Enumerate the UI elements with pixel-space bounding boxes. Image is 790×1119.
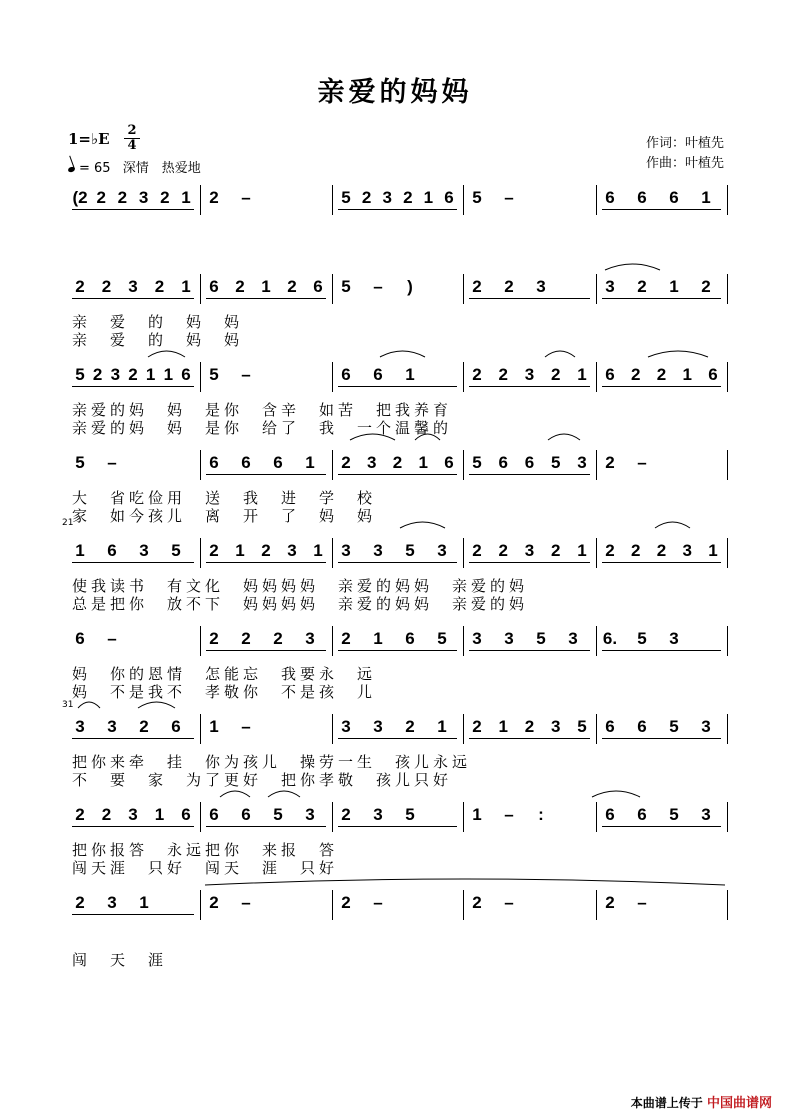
jianpu-note: 3 xyxy=(75,717,85,736)
beam-underline xyxy=(469,386,590,387)
jianpu-note: 1 xyxy=(139,893,149,912)
jianpu-note: 5 xyxy=(75,365,85,384)
jianpu-note: 2 xyxy=(498,365,508,384)
jianpu-note: 2 xyxy=(117,188,128,207)
lyric-line: 把你来牵 挂 你为孩儿 操劳一生 孩儿永远 xyxy=(72,753,472,771)
jianpu-note: 3 xyxy=(367,453,377,472)
beam-underline xyxy=(602,826,721,827)
bar-line xyxy=(332,274,333,304)
jianpu-note: 1 xyxy=(498,717,508,736)
jianpu-note: 2 xyxy=(341,629,351,648)
jianpu-note: 5 xyxy=(273,805,283,824)
jianpu-note: 1 xyxy=(154,805,165,824)
jianpu-note: 3 xyxy=(305,629,315,648)
tempo-value: = 65 xyxy=(79,161,111,176)
jianpu-note: 6. xyxy=(602,629,618,648)
jianpu-note: 2 xyxy=(403,188,413,207)
jianpu-note: 3 xyxy=(373,717,383,736)
beam-underline xyxy=(602,562,721,563)
lyric-line: 大 省吃俭用 送 我 进 学 校 xyxy=(72,489,377,507)
jianpu-note: 6 xyxy=(405,629,415,648)
beam-underline xyxy=(72,562,194,563)
bar-line xyxy=(332,185,333,215)
bar-line xyxy=(596,362,597,392)
jianpu-note: 2 xyxy=(341,805,351,824)
jianpu-note: 1 xyxy=(313,541,323,560)
jianpu-note: 6 xyxy=(637,188,647,207)
jianpu-note: 5 xyxy=(536,629,546,648)
jianpu-note: 6 xyxy=(209,453,219,472)
lyricist: 作词：叶植先 xyxy=(645,136,724,151)
dash-hold: – xyxy=(107,629,117,648)
jianpu-note: 6 xyxy=(107,541,117,560)
jianpu-note: 6 xyxy=(181,805,191,824)
jianpu-note: 1 xyxy=(472,805,482,824)
bar-line xyxy=(332,450,333,480)
beam-underline xyxy=(602,650,721,651)
bar-line xyxy=(200,714,201,744)
bar-line xyxy=(332,362,333,392)
jianpu-note: 6 xyxy=(341,365,351,384)
jianpu-note: 1 xyxy=(701,188,711,207)
jianpu-note: 2 xyxy=(524,717,535,736)
beam-underline xyxy=(469,650,590,651)
jianpu-note: 2 xyxy=(128,365,138,384)
beam-underline xyxy=(338,209,457,210)
lyric-line: 妈 不是我不 孝敬你 不是孩 儿 xyxy=(72,683,377,701)
bar-line xyxy=(463,802,464,832)
jianpu-note: 2 xyxy=(472,717,482,736)
jianpu-note: 6 xyxy=(241,453,251,472)
beam-underline xyxy=(72,298,194,299)
beam-underline xyxy=(206,474,326,475)
beam-underline xyxy=(469,738,590,739)
bar-line xyxy=(596,185,597,215)
jianpu-note: 6 xyxy=(75,629,85,648)
jianpu-note: 3 xyxy=(568,629,578,648)
jianpu-note: 6 xyxy=(241,805,251,824)
jianpu-note: 1 xyxy=(437,717,447,736)
bar-line xyxy=(200,626,201,656)
bar-line xyxy=(727,450,728,480)
quarter-note-icon xyxy=(67,166,75,173)
dash-hold: – xyxy=(373,277,383,296)
jianpu-note: 2 xyxy=(472,893,482,912)
footer-brand: 中国曲谱网 xyxy=(706,1096,772,1111)
beam-underline xyxy=(206,650,326,651)
beam-underline xyxy=(469,562,590,563)
bar-line xyxy=(463,362,464,392)
beam-underline xyxy=(469,474,590,475)
jianpu-note: 5 xyxy=(341,277,351,296)
jianpu-note: 6 xyxy=(444,188,454,207)
beam-underline xyxy=(72,386,194,387)
jianpu-note: 1 xyxy=(708,541,718,560)
jianpu-note: 5 xyxy=(437,629,447,648)
bar-line xyxy=(332,714,333,744)
jianpu-note: 5 xyxy=(551,453,561,472)
bar-line xyxy=(332,802,333,832)
jianpu-note: 3 xyxy=(373,805,383,824)
jianpu-note: 3 xyxy=(110,365,121,384)
bar-line xyxy=(596,714,597,744)
jianpu-note: 6 xyxy=(605,365,615,384)
lyric-line: 亲爱的妈 妈 是你 给了 我 一个温馨的 xyxy=(72,419,453,437)
bar-line xyxy=(463,450,464,480)
jianpu-note: 1 xyxy=(423,188,434,207)
key-signature: 1=♭E xyxy=(68,130,110,148)
jianpu-note: 3 xyxy=(605,277,615,296)
jianpu-note: 2 xyxy=(605,453,615,472)
jianpu-note: 5 xyxy=(405,541,415,560)
bar-line xyxy=(200,890,201,920)
jianpu-note: 2 xyxy=(504,277,514,296)
jianpu-note: 6 xyxy=(605,717,615,736)
jianpu-note: 5 xyxy=(669,717,679,736)
beam-underline xyxy=(72,738,194,739)
time-signature xyxy=(124,124,140,153)
bar-line xyxy=(596,626,597,656)
bar-line xyxy=(463,538,464,568)
jianpu-note: 5 xyxy=(472,188,482,207)
jianpu-note: 2 xyxy=(75,893,85,912)
jianpu-note: 3 xyxy=(373,541,383,560)
jianpu-note: 2 xyxy=(96,188,106,207)
meter-top: 2 xyxy=(127,123,137,138)
jianpu-note: 1 xyxy=(181,188,191,207)
jianpu-note: 3 xyxy=(524,541,535,560)
jianpu-note: 6 xyxy=(524,453,535,472)
jianpu-note: 6 xyxy=(605,188,615,207)
jianpu-note: 2 xyxy=(656,541,667,560)
jianpu-note: 3 xyxy=(437,541,447,560)
beam-underline xyxy=(72,914,194,915)
bar-line xyxy=(463,626,464,656)
jianpu-note: 6 xyxy=(181,365,191,384)
slur-arc xyxy=(400,522,445,528)
lyric-line: 总是把你 放不下 妈妈妈妈 亲爱的妈妈 亲爱的妈 xyxy=(72,595,529,613)
jianpu-note: 3 xyxy=(551,717,561,736)
jianpu-note: 1 xyxy=(261,277,271,296)
jianpu-note: 2 xyxy=(241,629,251,648)
jianpu-note: 6 xyxy=(171,717,181,736)
bar-line xyxy=(463,714,464,744)
bar-line xyxy=(332,538,333,568)
beam-underline xyxy=(338,562,457,563)
slur-arc xyxy=(592,791,640,797)
bar-line xyxy=(200,274,201,304)
bar-line xyxy=(596,802,597,832)
jianpu-note: 2 xyxy=(101,805,112,824)
jianpu-note: 1 xyxy=(181,277,191,296)
lyric-line: 闯天涯 只好 闯天 涯 只好 xyxy=(72,859,339,877)
jianpu-note: 2 xyxy=(160,188,170,207)
measure-number: 21 xyxy=(62,518,74,528)
jianpu-note: 1 xyxy=(577,365,587,384)
jianpu-note: 2 xyxy=(341,453,351,472)
jianpu-note: 3 xyxy=(287,541,297,560)
bar-line xyxy=(200,450,201,480)
dash-hold: – xyxy=(637,453,647,472)
jianpu-note: 3 xyxy=(536,277,546,296)
jianpu-note: 3 xyxy=(128,277,138,296)
jianpu-note: 2 xyxy=(287,277,297,296)
jianpu-note: 1 xyxy=(145,365,156,384)
lyric-line: 不 要 家 为了更好 把你孝敬 孩儿只好 xyxy=(72,771,453,789)
jianpu-note: 5 xyxy=(75,453,85,472)
jianpu-note: 2 xyxy=(472,365,482,384)
jianpu-note: 3 xyxy=(701,717,711,736)
jianpu-note: 2 xyxy=(139,717,149,736)
jianpu-note: 3 xyxy=(382,188,392,207)
bar-line xyxy=(727,185,728,215)
dash-hold: – xyxy=(107,453,117,472)
jianpu-note: 2 xyxy=(656,365,667,384)
jianpu-note: 3 xyxy=(138,188,149,207)
bar-line xyxy=(596,538,597,568)
beam-underline xyxy=(206,562,326,563)
slur-arc xyxy=(205,879,725,885)
slur-arc xyxy=(220,791,250,797)
bar-line xyxy=(332,890,333,920)
jianpu-note: 1 xyxy=(669,277,679,296)
jianpu-note: 2 xyxy=(605,541,615,560)
bar-line xyxy=(200,185,201,215)
beam-underline xyxy=(602,209,721,210)
jianpu-note: 6 xyxy=(373,365,383,384)
jianpu-note: 3 xyxy=(341,717,351,736)
jianpu-note: : xyxy=(538,805,544,824)
bar-line xyxy=(463,274,464,304)
bar-line xyxy=(200,802,201,832)
jianpu-note: 3 xyxy=(577,453,587,472)
jianpu-note: 1 xyxy=(75,541,85,560)
dash-hold: – xyxy=(241,717,251,736)
lyric-line: 亲 爱 的 妈 妈 xyxy=(72,331,244,349)
beam-underline xyxy=(469,298,590,299)
bar-line xyxy=(727,362,728,392)
jianpu-note: 3 xyxy=(669,629,679,648)
jianpu-note: 3 xyxy=(524,365,535,384)
meter-bottom: 4 xyxy=(124,138,140,153)
beam-underline xyxy=(338,826,457,827)
jianpu-note: 2 xyxy=(637,277,647,296)
jianpu-note: 6 xyxy=(498,453,508,472)
lyric-line: 使我读书 有文化 妈妈妈妈 亲爱的妈妈 亲爱的妈 xyxy=(72,577,529,595)
jianpu-note: 2 xyxy=(472,541,482,560)
jianpu-note: 5 xyxy=(341,188,351,207)
beam-underline xyxy=(338,386,457,387)
slur-arc xyxy=(138,702,175,708)
beam-underline xyxy=(72,826,194,827)
jianpu-note: 6 xyxy=(669,188,679,207)
jianpu-note: 3 xyxy=(128,805,138,824)
expression-text: 深情 热爱地 xyxy=(122,161,201,176)
jianpu-note: 2 xyxy=(261,541,271,560)
jianpu-note: 1 xyxy=(682,365,692,384)
jianpu-note: ) xyxy=(407,277,413,296)
dash-hold: – xyxy=(504,805,514,824)
jianpu-note: 2 xyxy=(75,805,85,824)
jianpu-note: 2 xyxy=(605,893,615,912)
jianpu-note: 1 xyxy=(163,365,174,384)
beam-underline xyxy=(338,474,457,475)
lyric-line: 妈 你的恩情 怎能忘 我要永 远 xyxy=(72,665,377,683)
jianpu-note: 3 xyxy=(682,541,692,560)
bar-line xyxy=(463,185,464,215)
jianpu-note: 3 xyxy=(472,629,482,648)
jianpu-note: 3 xyxy=(107,893,117,912)
jianpu-note: 2 xyxy=(75,277,85,296)
slur-arc xyxy=(655,522,690,528)
jianpu-note: 2 xyxy=(631,541,641,560)
jianpu-note: 2 xyxy=(235,277,245,296)
beam-underline xyxy=(206,826,326,827)
jianpu-note: 2 xyxy=(551,541,561,560)
composer: 作曲：叶植先 xyxy=(645,156,724,171)
bar-line xyxy=(727,714,728,744)
slur-arc xyxy=(148,351,185,357)
jianpu-note: 2 xyxy=(101,277,112,296)
beam-underline xyxy=(602,386,721,387)
jianpu-note: 2 xyxy=(472,277,482,296)
bar-line xyxy=(727,274,728,304)
jianpu-note: 6 xyxy=(209,805,219,824)
jianpu-note: 6 xyxy=(209,277,219,296)
jianpu-note: 3 xyxy=(305,805,315,824)
bar-line xyxy=(596,890,597,920)
jianpu-note: 2 xyxy=(498,541,508,560)
bar-line xyxy=(463,890,464,920)
jianpu-note: 1 xyxy=(305,453,315,472)
slur-arc xyxy=(548,434,580,440)
jianpu-note: (2 xyxy=(72,188,88,207)
jianpu-note: 3 xyxy=(341,541,351,560)
credits xyxy=(646,134,724,174)
bar-line xyxy=(200,538,201,568)
jianpu-note: 2 xyxy=(551,365,561,384)
dash-hold: – xyxy=(241,893,251,912)
jianpu-note: 5 xyxy=(669,805,679,824)
song-title: 亲爱的妈妈 xyxy=(317,77,473,108)
dash-hold: – xyxy=(504,893,514,912)
jianpu-note: 2 xyxy=(209,188,219,207)
jianpu-note: 6 xyxy=(708,365,718,384)
beam-underline xyxy=(338,650,457,651)
jianpu-note: 6 xyxy=(637,805,647,824)
jianpu-note: 2 xyxy=(209,893,219,912)
jianpu-note: 5 xyxy=(209,365,219,384)
jianpu-note: 3 xyxy=(107,717,117,736)
beam-underline xyxy=(338,738,457,739)
beam-underline xyxy=(72,209,194,210)
lyric-line: 家 如今孩儿 离 开 了 妈 妈 xyxy=(72,507,377,525)
jianpu-note: 2 xyxy=(341,893,351,912)
slur-arc xyxy=(380,351,425,357)
jianpu-note: 2 xyxy=(361,188,372,207)
jianpu-note: 6 xyxy=(313,277,323,296)
jianpu-note: 2 xyxy=(209,629,219,648)
jianpu-note: 1 xyxy=(418,453,428,472)
bar-line xyxy=(596,450,597,480)
bar-line xyxy=(332,626,333,656)
jianpu-note: 2 xyxy=(209,541,219,560)
lyric-line: 亲 爱 的 妈 妈 xyxy=(72,313,244,331)
tempo-marking xyxy=(68,157,201,176)
jianpu-note: 2 xyxy=(273,629,283,648)
jianpu-note: 2 xyxy=(701,277,711,296)
bar-line xyxy=(727,890,728,920)
jianpu-note: 1 xyxy=(405,365,415,384)
jianpu-note: 3 xyxy=(701,805,711,824)
jianpu-note: 2 xyxy=(631,365,641,384)
jianpu-note: 2 xyxy=(154,277,165,296)
jianpu-note: 2 xyxy=(392,453,403,472)
lyric-line: 闯 天 涯 xyxy=(72,951,168,969)
bar-line xyxy=(727,538,728,568)
jianpu-note: 6 xyxy=(605,805,615,824)
footer-text: 本曲谱上传于 xyxy=(630,1096,703,1110)
jianpu-note: 1 xyxy=(209,717,219,736)
dash-hold: – xyxy=(504,188,514,207)
jianpu-note: 3 xyxy=(504,629,514,648)
jianpu-note: 3 xyxy=(139,541,149,560)
jianpu-note: 1 xyxy=(235,541,245,560)
beam-underline xyxy=(602,298,721,299)
jianpu-note: 1 xyxy=(577,541,587,560)
dash-hold: – xyxy=(373,893,383,912)
dash-hold: – xyxy=(637,893,647,912)
slur-arc xyxy=(605,264,660,270)
slur-arc xyxy=(648,351,708,357)
bar-line xyxy=(727,802,728,832)
jianpu-note: 5 xyxy=(472,453,482,472)
lyric-line: 把你报答 永远把你 来报 答 xyxy=(72,841,339,859)
slur-arc xyxy=(78,702,100,708)
jianpu-note: 2 xyxy=(92,365,103,384)
beam-underline xyxy=(206,298,326,299)
jianpu-note: 6 xyxy=(273,453,283,472)
jianpu-note: 2 xyxy=(405,717,415,736)
bar-line xyxy=(200,362,201,392)
jianpu-note: 6 xyxy=(637,717,647,736)
dash-hold: – xyxy=(241,365,251,384)
slur-arc xyxy=(268,791,300,797)
jianpu-note: 5 xyxy=(405,805,415,824)
bar-line xyxy=(596,274,597,304)
lyric-line: 亲爱的妈 妈 是你 含辛 如苦 把我养育 xyxy=(72,401,453,419)
measure-number: 31 xyxy=(62,700,74,710)
jianpu-note: 5 xyxy=(637,629,647,648)
footer xyxy=(631,1092,772,1111)
bar-line xyxy=(727,626,728,656)
slur-arc xyxy=(545,351,575,357)
jianpu-note: 1 xyxy=(373,629,383,648)
jianpu-note: 6 xyxy=(444,453,454,472)
jianpu-note: 5 xyxy=(171,541,181,560)
jianpu-note: 5 xyxy=(577,717,587,736)
beam-underline xyxy=(602,738,721,739)
dash-hold: – xyxy=(241,188,251,207)
